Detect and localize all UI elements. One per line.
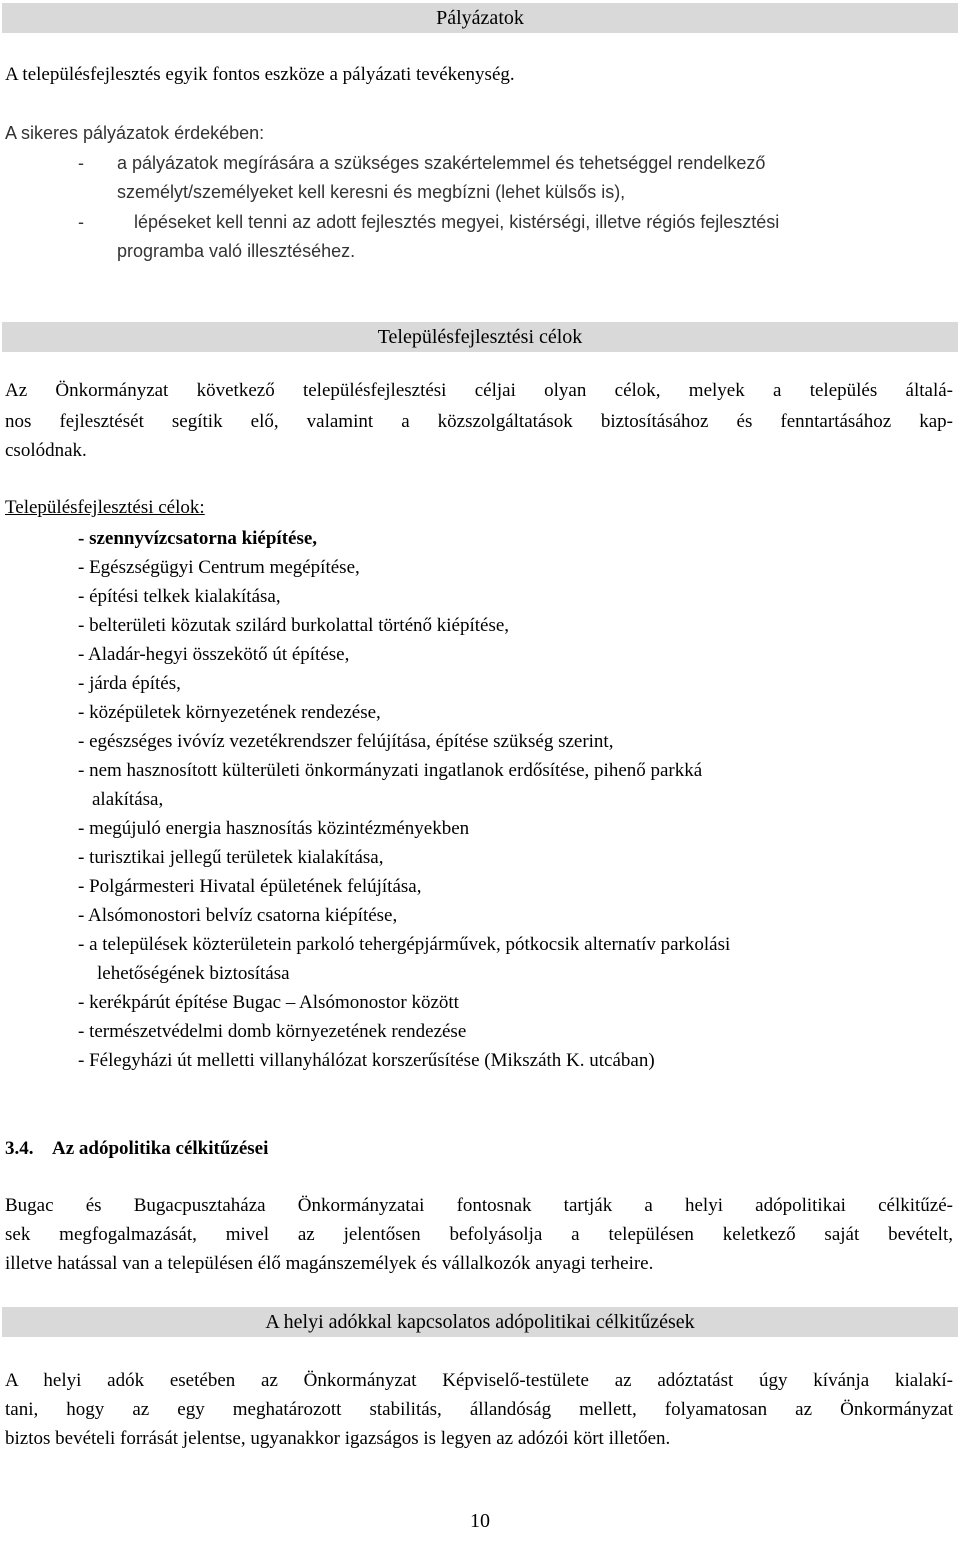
list-item: a pályázatok megírására a szükséges szakértelemmel és tehetséggel rendelkező [117,153,766,173]
paragraph-line: Az Önkormányzat következő településfejlesztési céljai olyan célok, melyek a település általá- [5,380,953,401]
goal-item: - középületek környezetének rendezése, [78,702,381,723]
paragraph-line: tani, hogy az egy meghatározott stabilitás, állandóság mellett, folyamatosan az Önkormányzat [5,1399,953,1420]
paragraph-line: A helyi adók esetében az Önkormányzat Képviselő-testülete az adóztatást úgy kívánja kialakí- [5,1370,953,1391]
bullet-dash: - [78,212,84,232]
list-item-continuation: programba való illesztéséhez. [117,241,356,261]
section-heading-helyi-adok: A helyi adókkal kapcsolatos adópolitikai célkitűzések [2,1307,958,1337]
list-title: Településfejlesztési célok: [5,497,205,518]
goal-item: - nem hasznosított külterületi önkormányzati ingatlanok erdősítése, pihenő parkká [78,760,703,781]
goal-item: - Polgármesteri Hivatal épületének felújítása, [78,876,422,897]
goal-item: - belterületi közutak szilárd burkolattal történő kiépítése, [78,615,510,636]
lead-text: A sikeres pályázatok érdekében: [5,123,265,143]
goal-item: - turisztikai jellegű területek kialakítása, [78,847,384,868]
goal-item: - járda építés, [78,673,181,694]
intro-text: A településfejlesztés egyik fontos eszköze a pályázati tevékenység. [5,64,515,85]
paragraph-line: csolódnak. [5,440,87,461]
goal-item: - egészséges ivóvíz vezetékrendszer felújítása, építése szükség szerint, [78,731,614,752]
paragraph-line: sek megfogalmazását, mivel az jelentősen befolyásolja a településen keletkező saját bevételt, [5,1224,953,1245]
goal-item: - természetvédelmi domb környezetének rendezése [78,1021,467,1042]
goal-item: - építési telkek kialakítása, [78,586,281,607]
goal-item: - megújuló energia hasznosítás közintézményekben [78,818,470,839]
section-number: 3.4. [5,1138,34,1159]
goal-item-continuation: lehetőségének biztosítása [97,963,290,984]
goal-item-continuation: alakítása, [92,789,164,810]
goal-item: - Aladár-hegyi összekötő út építése, [78,644,350,665]
bullet-dash: - [78,153,84,173]
section-heading-celok: Településfejlesztési célok [2,322,958,352]
paragraph-line: illetve hatással van a településen élő magánszemélyek és vállalkozók anyagi terheire. [5,1253,654,1274]
goal-item: - szennyvízcsatorna kiépítése, [78,528,318,549]
goal-item: - kerékpárút építése Bugac – Alsómonostor között [78,992,459,1013]
goal-item: - Egészségügyi Centrum megépítése, [78,557,360,578]
goal-item: - a települések közterületein parkoló tehergépjárművek, pótkocsik alternatív parkolási [78,934,731,955]
paragraph-line: nos fejlesztését segítik elő, valamint a közszolgáltatások biztosításához és fenntartásához kap- [5,411,953,432]
paragraph-line: Bugac és Bugacpusztaháza Önkormányzatai fontosnak tartják a helyi adópolitikai célkitűzé- [5,1195,953,1216]
goal-item: - Félegyházi út melletti villanyhálózat korszerűsítése (Mikszáth K. utcában) [78,1050,655,1071]
paragraph-line: biztos bevételi forrását jelentse, ugyanakkor igazságos is legyen az adózói kört illetően. [5,1428,671,1449]
section-title: Az adópolitika célkitűzései [52,1138,269,1159]
page-number: 10 [470,1510,490,1532]
list-item: lépéseket kell tenni az adott fejlesztés megyei, kistérségi, illetve régiós fejlesztési [134,212,780,232]
goal-item: - Alsómonostori belvíz csatorna kiépítése, [78,905,398,926]
section-heading-palyazatok: Pályázatok [2,3,958,33]
list-item-continuation: személyt/személyeket kell keresni és megbízni (lehet külsős is), [117,182,626,202]
